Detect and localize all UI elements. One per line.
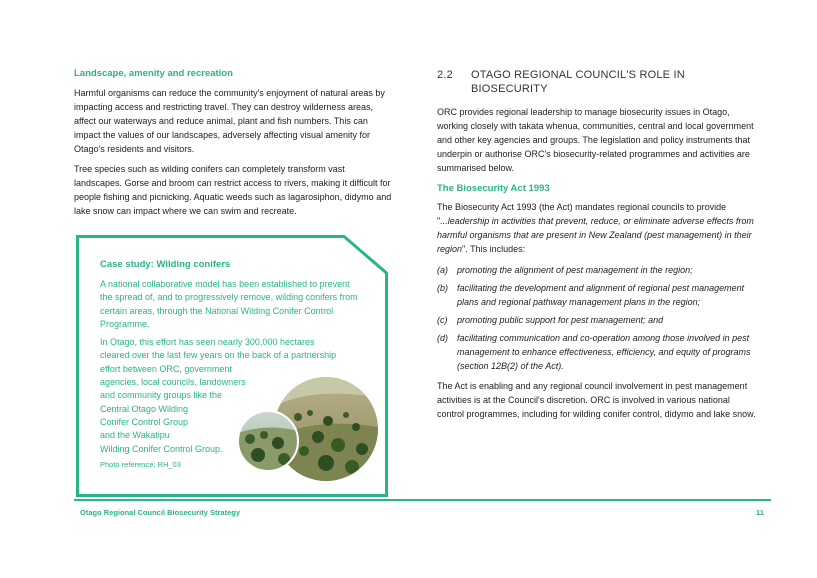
list-marker: (a) bbox=[437, 265, 448, 275]
list-marker: (b) bbox=[437, 283, 448, 293]
landscape-paragraph-2: Tree species such as wilding conifers can completely transform vast landscapes. Gorse and broom can restrict access to rivers, making it difficult for people fishing and picnicking. Aquatic weeds such as lagarosiphon, didymo and lake snow can impact where we can swim and recreate. bbox=[74, 164, 392, 216]
list-marker: (d) bbox=[437, 333, 448, 343]
act-tail-text: ". This includes: bbox=[462, 244, 526, 254]
biosecurity-act-paragraph bbox=[437, 200, 759, 256]
case-line: Central Otago Wilding bbox=[100, 403, 189, 414]
section-heading bbox=[437, 68, 759, 96]
act-closing-paragraph: The Act is enabling and any regional council involvement in pest management activities is at the Council's discretion. ORC is involved in various national control programmes, including for wilding conifer control, didymo and lake snow. bbox=[437, 381, 756, 419]
case-study-box bbox=[76, 235, 388, 497]
photo-reference: Photo reference: RH_03 bbox=[100, 459, 181, 469]
case-line: effort between ORC, government bbox=[100, 363, 232, 374]
case-line: In Otago, this effort has seen nearly 300,000 hectares bbox=[100, 337, 315, 348]
case-line: and the Wakatipu bbox=[100, 430, 170, 441]
wilding-conifer-photos bbox=[238, 377, 378, 481]
section-number: 2.2 bbox=[437, 69, 453, 81]
case-line: Conifer Control Group bbox=[100, 416, 189, 427]
right-column bbox=[437, 68, 759, 428]
list-marker: (c) bbox=[437, 315, 448, 325]
case-line: Wilding Conifer Control Group. bbox=[100, 443, 223, 454]
orc-intro-paragraph: ORC provides regional leadership to manage biosecurity issues in Otago, working closely with takata whenua, communities, central and local government and other key agencies and groups. The legislation and policy instruments that underpin or authorise ORC's biosecurity-related programmes and activities are summarised below. bbox=[437, 107, 754, 173]
case-line: and community groups like the bbox=[100, 390, 223, 401]
biosecurity-act-heading: The Biosecurity Act 1993 bbox=[437, 183, 550, 194]
list-item bbox=[437, 313, 759, 327]
list-text: facilitating communication and co-operation among those involved in pest management to enhance effectiveness, efficiency, and equity of programs (section 12B(2) of the Act). bbox=[457, 333, 751, 371]
act-quote-text: ...leadership in activities that prevent, reduce, or eliminate adverse effects from harmful organisms that are present in New Zealand (pest management) in their region bbox=[437, 216, 754, 254]
case-study-paragraph-1: A national collaborative model has been established to prevent the spread of, and to progressively remove, wilding conifers from certain areas, through the National Wilding Conifer Control Programme. bbox=[100, 279, 358, 329]
case-line: agencies, local councils, landowners bbox=[100, 377, 246, 388]
list-text: facilitating the development and alignment of regional pest management plans and regional pathway management plans in the region; bbox=[457, 283, 745, 307]
act-lead-text: The Biosecurity Act 1993 (the Act) mandates regional councils to provide " bbox=[437, 202, 727, 226]
list-text: promoting public support for pest management; and bbox=[457, 315, 664, 325]
list-text: promoting the alignment of pest management in the region; bbox=[457, 265, 693, 275]
list-item bbox=[437, 263, 759, 277]
page-number: 11 bbox=[756, 508, 764, 517]
section-title: OTAGO REGIONAL COUNCIL'S ROLE IN BIOSECURITY bbox=[471, 69, 685, 95]
act-functions-list bbox=[437, 263, 759, 373]
left-column bbox=[74, 68, 392, 224]
landscape-paragraph-1: Harmful organisms can reduce the community's enjoyment of natural areas by impacting access and restricting travel. They can destroy wilderness areas, affect our waterways and reduce animal, plant and fish numbers. This can impact the values of our landscapes, adversely affecting visual amenity for Otago's residents and visitors. bbox=[74, 88, 385, 154]
landscape-heading: Landscape, amenity and recreation bbox=[74, 68, 233, 79]
footer-title: Otago Regional Council Biosecurity Strategy bbox=[80, 508, 241, 517]
case-study-title: Case study: Wilding conifers bbox=[100, 259, 231, 270]
list-item bbox=[437, 331, 759, 373]
case-line: cleared over the last few years on the back of a partnership bbox=[100, 350, 337, 361]
footer-rule bbox=[74, 499, 771, 501]
list-item bbox=[437, 281, 759, 309]
